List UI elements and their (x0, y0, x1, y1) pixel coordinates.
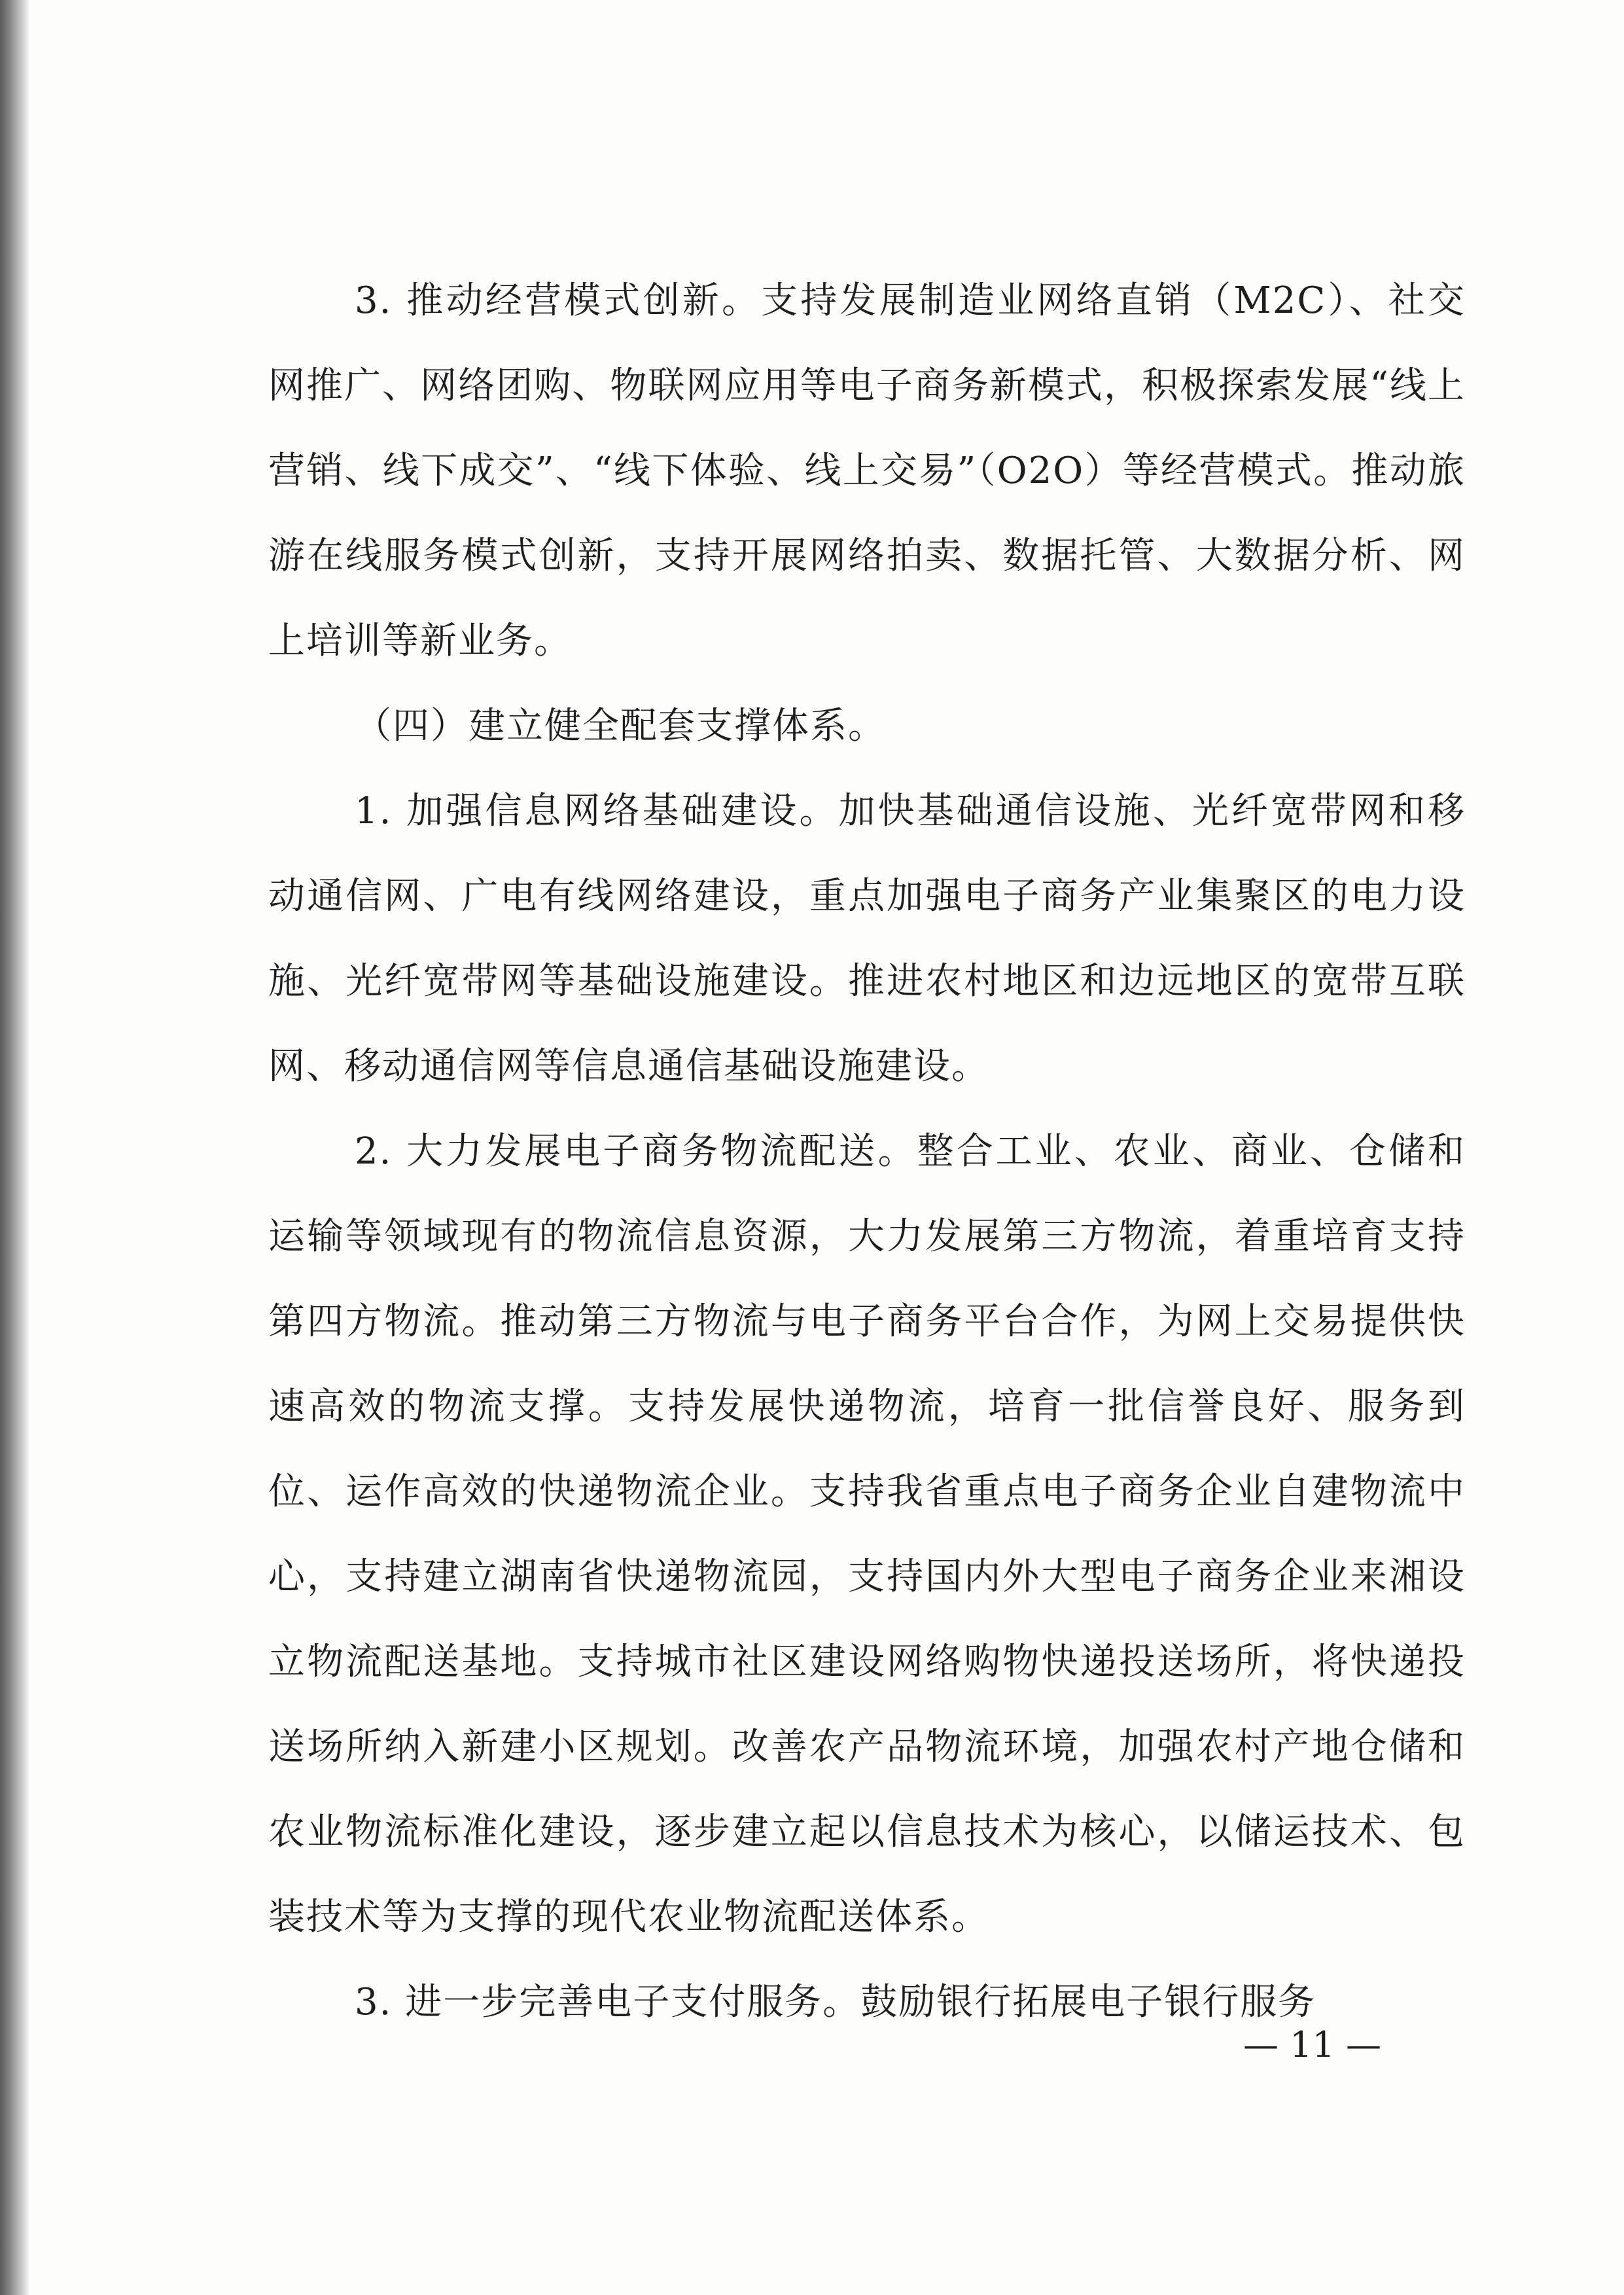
body-text (268, 258, 1466, 2045)
paragraph-network-infrastructure: 1. 加强信息网络基础建设。加快基础通信设施、光纤宽带网和移动通信网、广电有线网络建设，重点加强电子商务产业集聚区的电力设施、光纤宽带网等基础设施建设。推进农村地区和边远地区的宽带互联网、移动通信网等信息通信基础设施建设。 (268, 790, 1466, 1088)
page-number: — 11 — (1243, 2024, 1382, 2065)
paragraph-business-model-innovation: 3. 推动经营模式创新。支持发展制造业网络直销（M2C）、社交网推广、网络团购、物联网应用等电子商务新模式，积极探索发展“线上营销、线下成交”、“线下体验、线上交易”（O2O）等经营模式。推动旅游在线服务模式创新，支持开展网络拍卖、数据托管、大数据分析、网上培训等新业务。 (268, 279, 1466, 662)
paragraph-electronic-payment: 3. 进一步完善电子支付服务。鼓励银行拓展电子银行服务 (355, 1981, 1316, 2023)
section-heading-support-system: （四）建立健全配套支撑体系。 (355, 705, 886, 747)
paragraph-logistics-delivery: 2. 大力发展电子商务物流配送。整合工业、农业、商业、仓储和运输等领域现有的物流信息资源，大力发展第三方物流，着重培育支持第四方物流。推动第三方物流与电子商务平台合作，为网上交易提供快速高效的物流支撑。支持发展快递物流，培育一批信誉良好、服务到位、运作高效的快递物流企业。支持我省重点电子商务企业自建物流中心，支持建立湖南省快递物流园，支持国内外大型电子商务企业来湘设立物流配送基地。支持城市社区建设网络购物快递投送场所，将快递投送场所纳入新建小区规划。改善农产品物流环境，加强农村产地仓储和农业物流标准化建设，逐步建立起以信息技术为核心，以储运技术、包装技术等为支撑的现代农业物流配送体系。 (268, 1130, 1466, 1938)
binding-shadow (0, 0, 30, 2295)
